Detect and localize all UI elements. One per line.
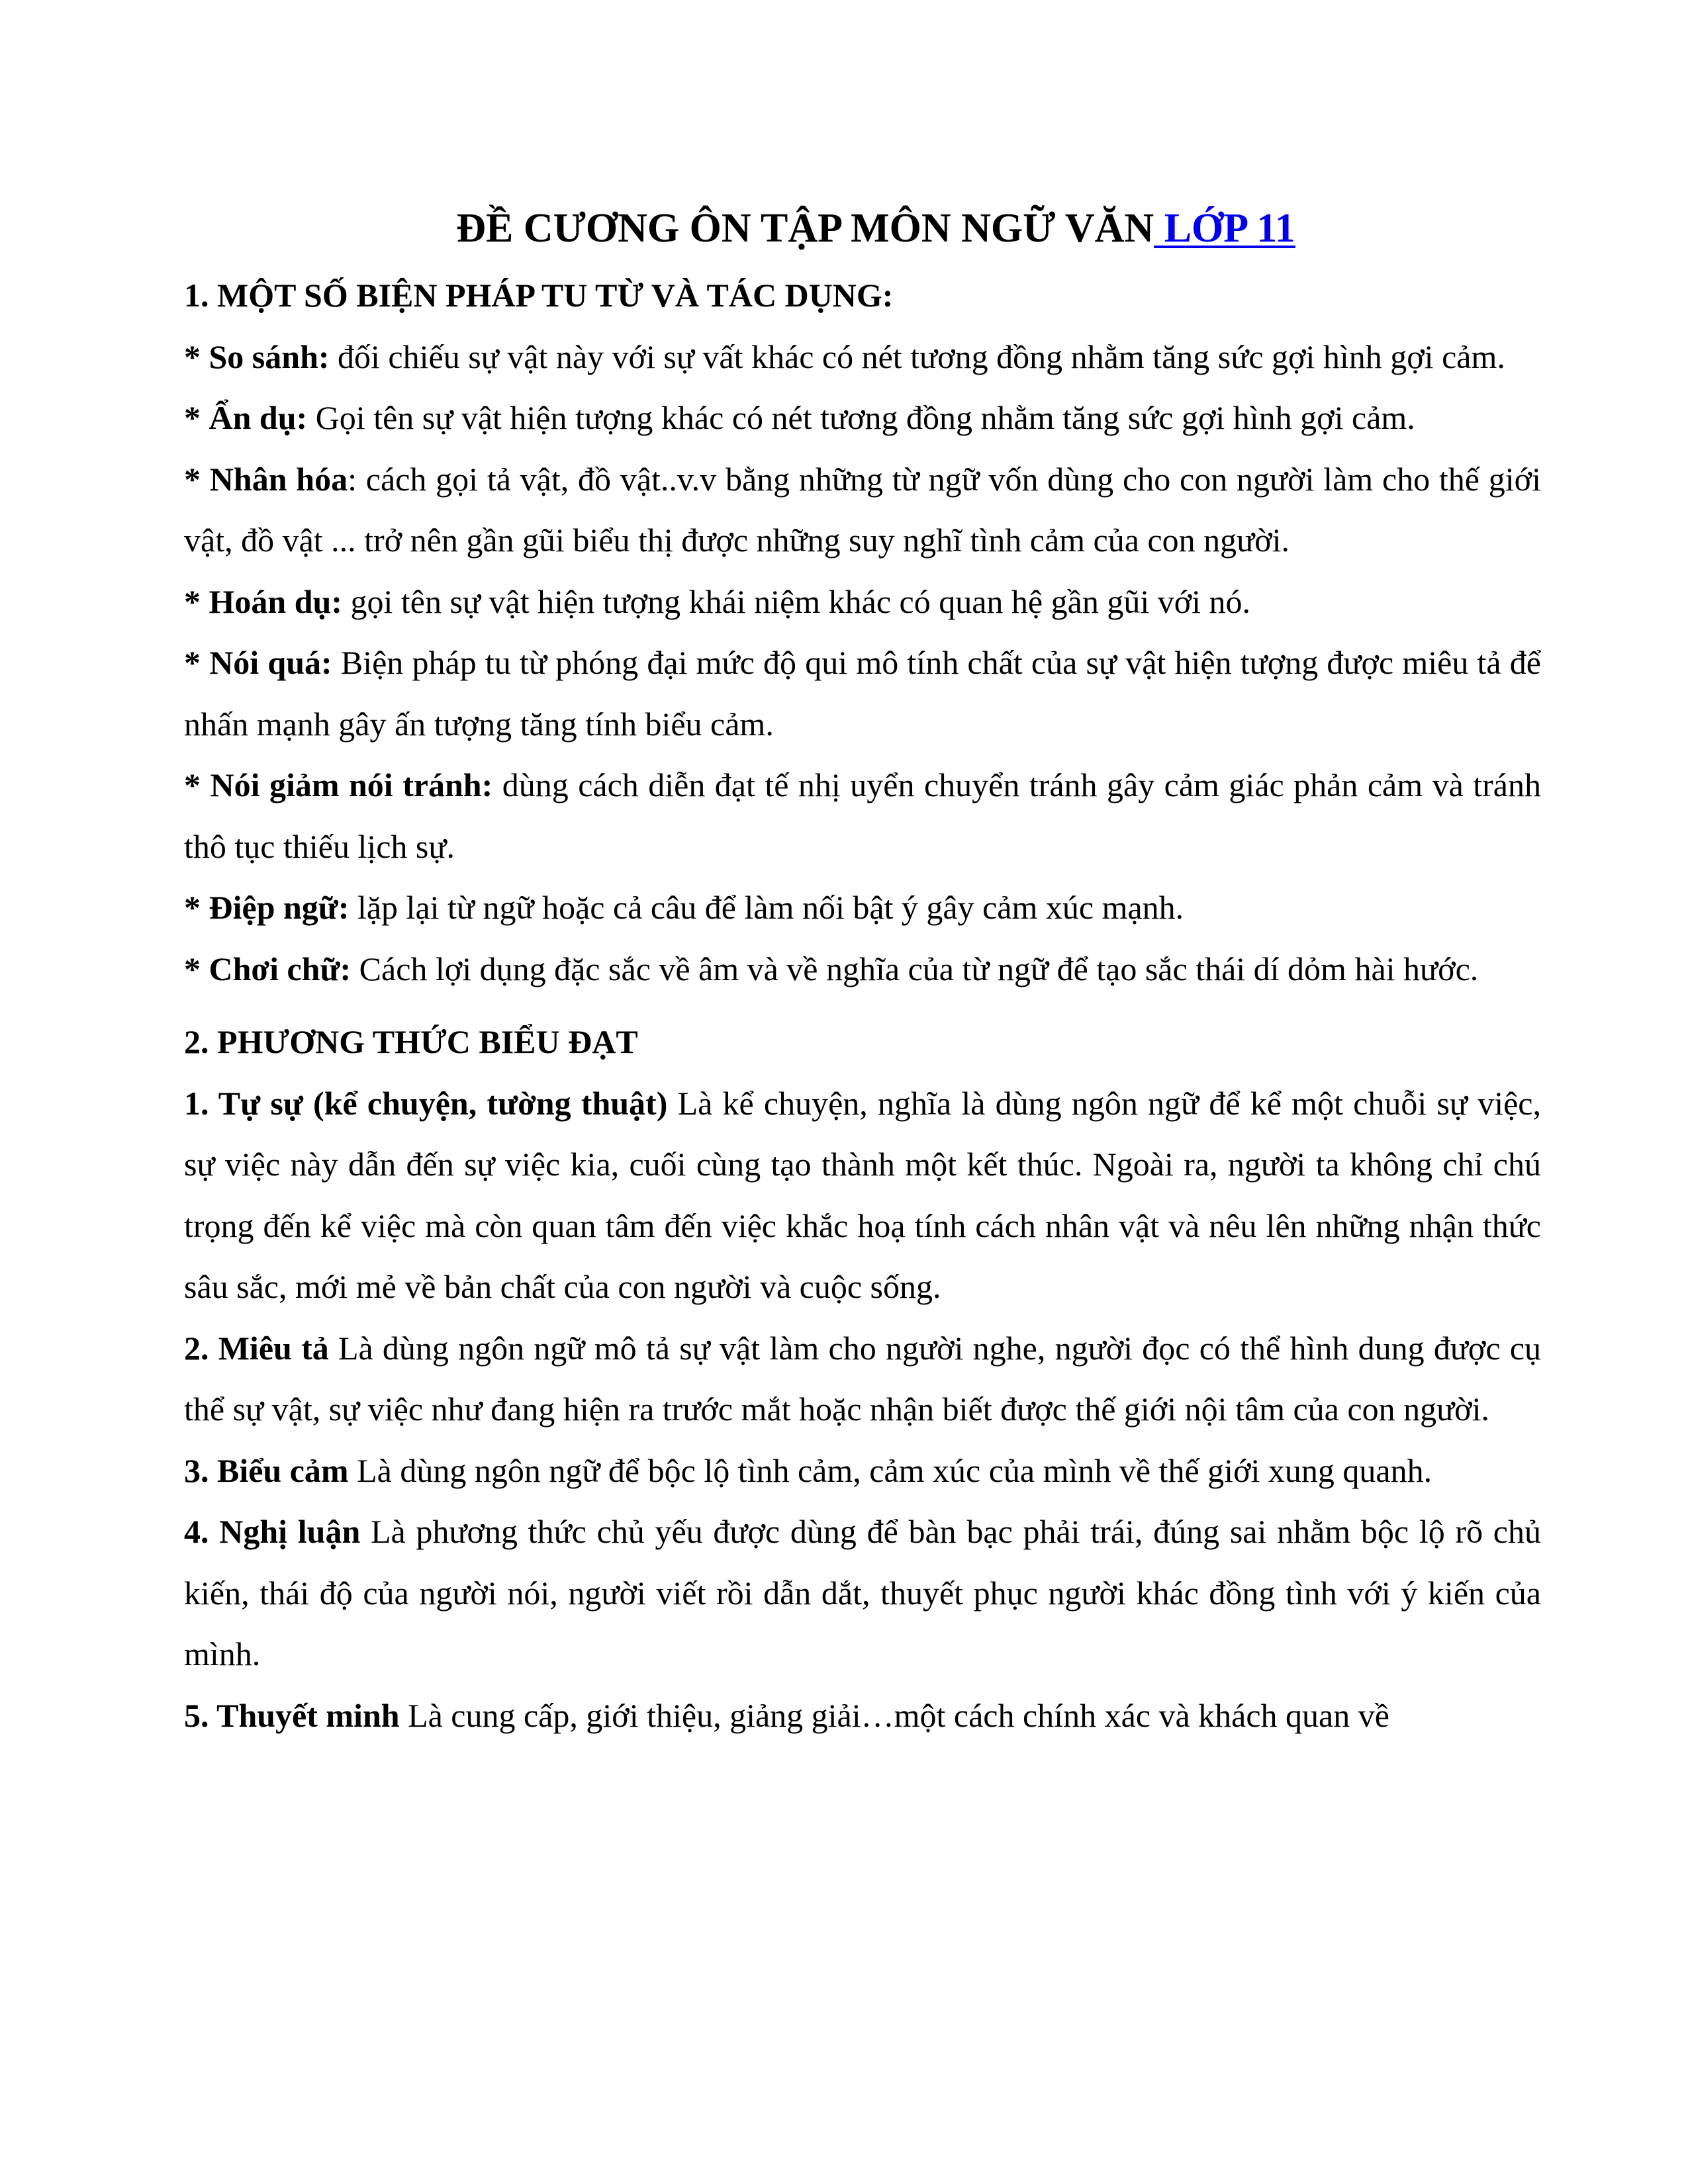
rhetoric-nhan-hoa [184,449,1541,571]
document-title [184,192,1541,265]
term-label: 3. Biểu cảm [184,1451,349,1489]
term-text: Là dùng ngôn ngữ mô tả sự vật làm cho người nghe, người đọc có thể hình dung được cụ thể sự vật, sự việc như đang hiện ra trước mắt hoặc nhận biết được thế giới nội tâm của con người. [184,1329,1541,1428]
term-text: Là cung cấp, giới thiệu, giảng giải…một cách chính xác và khách quan về [399,1696,1389,1734]
term-text: dùng cách diễn đạt tế nhị uyển chuyển tránh gây cảm giác phản cảm và tránh thô tục thiếu lịch sự. [184,766,1541,865]
term-label: * Chơi chữ: [184,950,352,987]
section-1-heading: 1. MỘT SỐ BIỆN PHÁP TU TỪ VÀ TÁC DỤNG: [184,277,894,314]
title-text: ĐỀ CƯƠNG ÔN TẬP MÔN NGỮ VĂN [456,206,1154,251]
term-text: Là phương thức chủ yếu được dùng để bàn bạc phải trái, đúng sai nhằm bộc lộ rõ chủ kiến, thái độ của người nói, người viết rồi dẫn dắt, thuyết phục người khác đồng tình với ý kiến của mình. [184,1513,1541,1672]
method-thuyet-minh [184,1685,1541,1747]
term-label: * Nhân hóa [184,460,348,498]
term-text: gọi tên sự vật hiện tượng khái niệm khác có quan hệ gần gũi với nó. [342,582,1251,620]
term-text: Là dùng ngôn ngữ để bộc lộ tình cảm, cảm xúc của mình về thế giới xung quanh. [348,1451,1432,1489]
term-label: 2. Miêu tả [184,1329,329,1367]
method-nghi-luan [184,1501,1541,1685]
term-label: * Nói quá: [184,644,332,681]
rhetoric-diep-ngu [184,877,1541,938]
term-text: Là kể chuyện, nghĩa là dùng ngôn ngữ để kể một chuỗi sự việc, sự việc này dẫn đến sự việc kia, cuối cùng tạo thành một kết thúc. Ngoài ra, người ta không chỉ chú trọng đến kể việc mà còn quan tâm đến việc khắc hoạ tính cách nhân vật và nêu lên những nhận thức sâu sắc, mới mẻ về bản chất của con người và cuộc sống. [184,1084,1541,1305]
document-content [184,192,1541,1746]
method-mieu-ta [184,1318,1541,1440]
term-label: * Ẩn dụ: [184,399,308,436]
term-label: * Hoán dụ: [184,582,342,620]
term-text: : cách gọi tả vật, đồ vật..v.v bằng những từ ngữ vốn dùng cho con người làm cho thế giới vật, đồ vật ... trở nên gần gũi biểu thị được những suy nghĩ tình cảm của con người. [184,460,1542,559]
rhetoric-so-sanh [184,326,1541,388]
rhetoric-an-du [184,387,1541,449]
term-label: * Nói giảm nói tránh: [184,766,493,803]
term-label: 1. Tự sự (kể chuyện, tường thuật) [184,1084,668,1122]
term-label: 5. Thuyết minh [184,1696,400,1734]
term-text: Gọi tên sự vật hiện tượng khác có nét tương đồng nhằm tăng sức gợi hình gợi cảm. [307,399,1415,436]
term-label: * So sánh: [184,338,330,375]
term-text: lặp lại từ ngữ hoặc cả câu để làm nối bật ý gây cảm xúc mạnh. [349,889,1184,926]
term-label: * Điệp ngữ: [184,889,350,926]
term-text: đối chiếu sự vật này với sự vất khác có nét tương đồng nhằm tăng sức gợi hình gợi cảm. [329,338,1505,375]
rhetoric-choi-chu [184,938,1541,1000]
term-label: 4. Nghị luận [184,1513,361,1550]
term-text: Biện pháp tu từ phóng đại mức độ qui mô tính chất của sự vật hiện tượng được miêu tả để nhấn mạnh gây ấn tượng tăng tính biểu cảm. [184,644,1541,743]
title-link[interactable]: LỚP 11 [1154,206,1295,251]
method-bieu-cam [184,1440,1541,1502]
method-tu-su [184,1073,1541,1318]
rhetoric-noi-giam [184,754,1541,877]
rhetoric-noi-qua [184,632,1541,754]
rhetoric-hoan-du [184,571,1541,633]
section-2-heading: 2. PHƯƠNG THỨC BIỂU ĐẠT [184,1023,638,1060]
term-text: Cách lợi dụng đặc sắc về âm và về nghĩa của từ ngữ để tạo sắc thái dí dỏm hài hước. [351,950,1479,987]
